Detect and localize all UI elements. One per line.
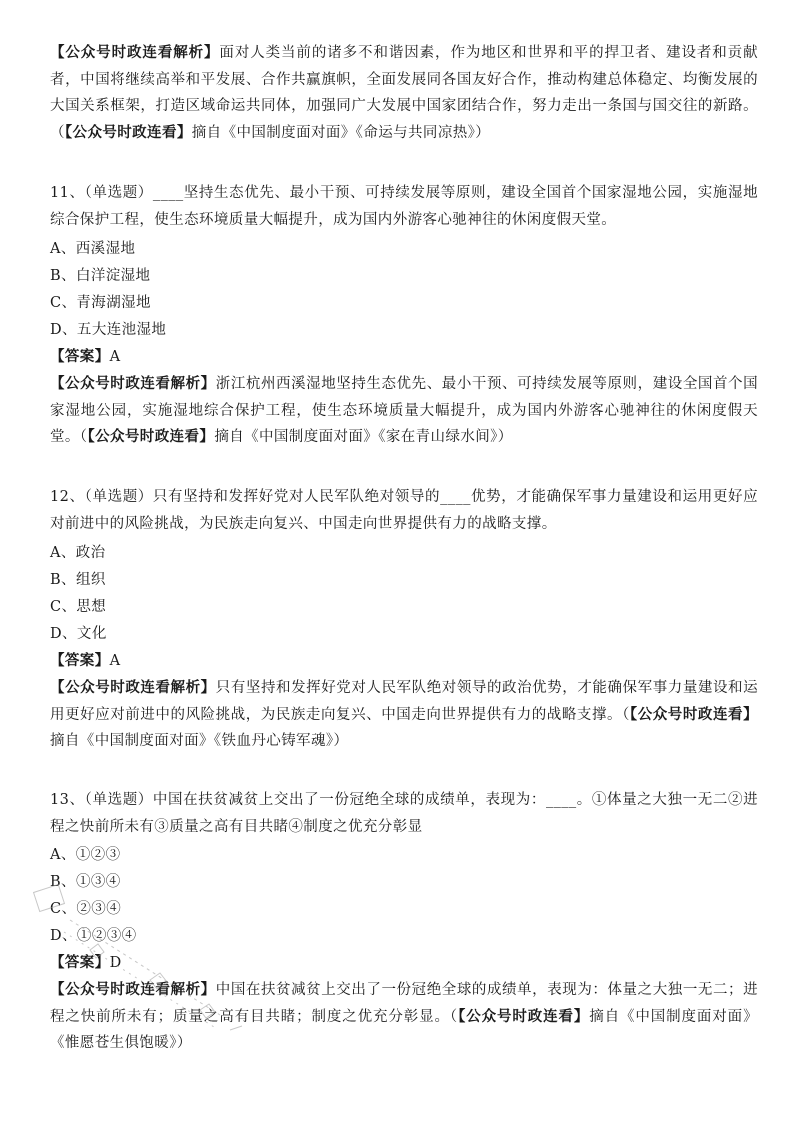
q11-explanation	[50, 371, 758, 451]
question-12-stem: 12、（单选题）只有坚持和发挥好党对人民军队绝对领导的____优势，才能确保军事力量建设和运用更好应对前进中的风险挑战，为民族走向复兴、中国走向世界提供有力的战略支撑。	[50, 489, 758, 532]
source-text: 摘自《中国制度面对面》《惟愿苍生俱饱暖》）	[50, 1008, 758, 1051]
explanation-text: 浙江杭州西溪湿地坚持生态优先、最小干预、可持续发展等原则，建设全国首个国家湿地公园，实施湿地综合保护工程，使生态环境质量大幅提升，成为国内外游客心驰神往的休闲度假天堂。（	[50, 376, 758, 445]
explanation-text: 只有坚持和发挥好党对人民军队绝对领导的政治优势，才能确保军事力量建设和运用更好应对前进中的风险挑战，为民族走向复兴、中国走向世界提供有力的战略支撑。（	[50, 680, 758, 723]
question-13-stem: 13、（单选题）中国在扶贫减贫上交出了一份冠绝全球的成绩单，表现为：____。①体量之大独一无二②进程之快前所未有③质量之高有目共睹④制度之优充分彰显	[50, 792, 758, 835]
source-tag: 【公众号时政连看】	[87, 428, 215, 445]
answer-value: A	[109, 653, 121, 669]
explanation-text: 面对人类当前的诸多不和谐因素，作为地区和世界和平的捍卫者、建设者和贡献者，中国将继续高举和平发展、合作共赢旗帜，全面发展同各国友好合作，推动构建总体稳定、均衡发展的大国关系框架，打造区域命运共同体，加强同广大发展中国家团结合作，努力走出一条国与国交往的新路。（	[50, 45, 758, 141]
q13-answer	[50, 950, 122, 976]
explanation-tag: 【公众号时政连看解析】	[50, 44, 220, 61]
q12-explanation	[50, 675, 758, 755]
q12-option-a: A、政治	[50, 545, 106, 561]
explanation-tag: 【公众号时政连看解析】	[50, 375, 216, 392]
q11-option-b: B、白洋淀湿地	[50, 268, 151, 284]
question-11-stem: 11、（单选题）____坚持生态优先、最小干预、可持续发展等原则，建设全国首个国家湿地公园，实施湿地综合保护工程，使生态环境质量大幅提升，成为国内外游客心驰神往的休闲度假天堂。	[50, 185, 758, 228]
q13-option-d: D、①②③④	[50, 928, 137, 944]
answer-value: A	[109, 349, 121, 365]
explanation-text: 中国在扶贫减贫上交出了一份冠绝全球的成绩单，表现为：体量之大独一无二；进程之快前所未有；质量之高有目共睹；制度之优充分彰显。（	[50, 982, 758, 1025]
answer-label: 【答案】	[50, 348, 110, 365]
q13-option-b: B、①③④	[50, 874, 121, 890]
q12-answer	[50, 648, 120, 674]
q12-option-c: C、思想	[50, 599, 107, 615]
q12-option-d: D、文化	[50, 626, 107, 642]
q13-explanation	[50, 977, 758, 1057]
source-text: 摘自《中国制度面对面》《铁血丹心铸军魂》）	[50, 733, 349, 749]
answer-value: D	[109, 955, 122, 971]
q11-answer	[50, 344, 120, 370]
answer-label: 【答案】	[50, 954, 110, 971]
answer-label: 【答案】	[50, 652, 110, 669]
source-text: 摘自《中国制度面对面》《命运与共同凉热》）	[191, 124, 491, 141]
q13-option-c: C、②③④	[50, 901, 122, 917]
explanation-tag: 【公众号时政连看解析】	[50, 981, 216, 998]
source-text: 摘自《中国制度面对面》《家在青山绿水间》）	[214, 429, 513, 445]
q12-option-b: B、组织	[50, 572, 106, 588]
source-tag: 【公众号时政连看】	[629, 705, 758, 723]
q11-option-a: A、西溪湿地	[50, 241, 136, 257]
source-tag: 【公众号时政连看】	[64, 123, 192, 141]
source-tag: 【公众号时政连看】	[458, 1007, 590, 1025]
q11-option-c: C、青海湖湿地	[50, 295, 151, 311]
q11-option-d: D、五大连池湿地	[50, 322, 167, 338]
q13-option-a: A、①②③	[50, 847, 121, 863]
intro-explanation	[50, 40, 758, 146]
explanation-tag: 【公众号时政连看解析】	[50, 679, 216, 696]
